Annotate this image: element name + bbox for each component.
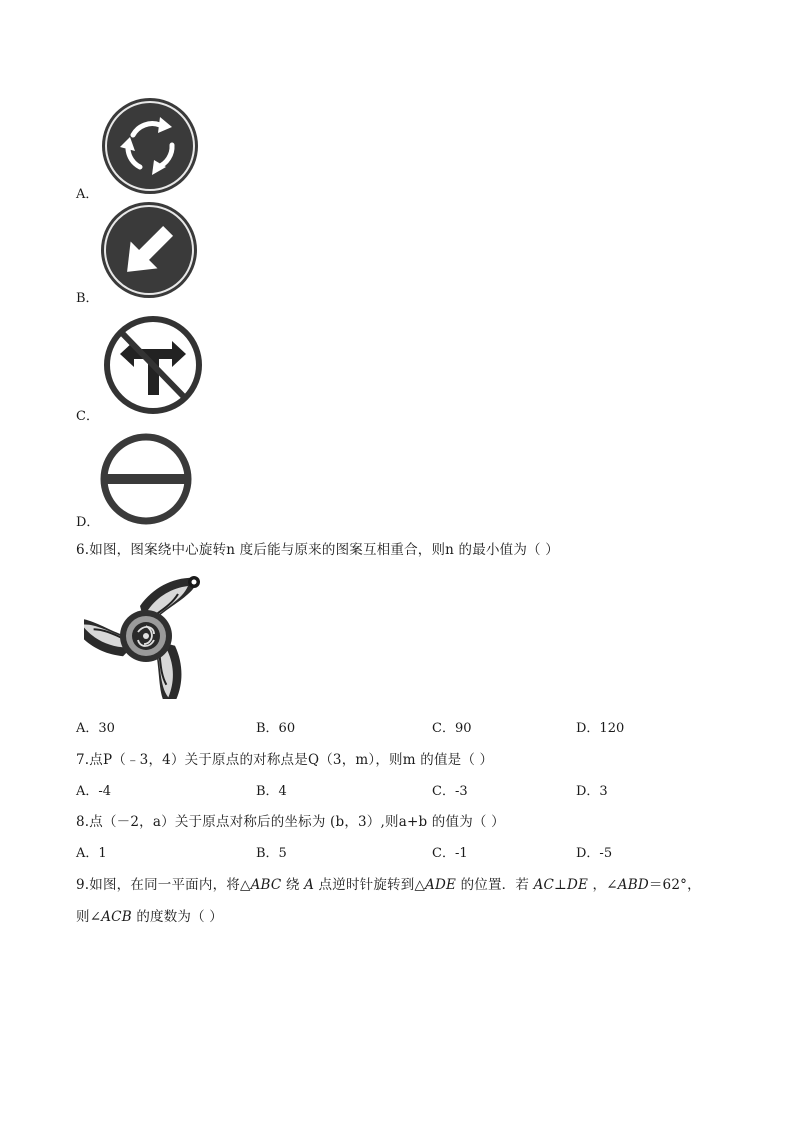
q7-answer-a: A．-4 — [76, 784, 112, 799]
q9-angle-abd: ∠ABD — [606, 877, 649, 893]
question-7-text: 7.点P（﹣3，4）关于原点的对称点是Q（3，m），则m 的值是（ ） — [76, 752, 494, 768]
q7-answer-c: C．-3 — [432, 784, 468, 799]
q6-answer-a: A．30 — [76, 721, 115, 736]
q9-line2-suffix: 的度数为（ ） — [131, 909, 224, 925]
q8-answer-d: D．-5 — [576, 846, 613, 861]
horizontal-bar-circle-sign-icon — [100, 433, 192, 525]
q8-answer-c: C．-1 — [432, 846, 468, 861]
q9-triangle-abc: △ABC — [239, 877, 282, 893]
q9-mid-4: ， — [588, 877, 607, 893]
q8-answer-b: B．5 — [256, 846, 287, 861]
option-label-a: A． — [76, 187, 99, 202]
question-6-text: 6.如图，图案绕中心旋转n 度后能与原来的图案互相重合，则n 的最小值为（ ） — [76, 542, 559, 558]
option-label-c: C． — [76, 409, 99, 424]
q8-answer-a: A．1 — [76, 846, 107, 861]
q6-answer-d: D．120 — [576, 721, 625, 736]
keep-left-arrow-sign-icon — [100, 201, 198, 299]
q9-prefix: 9.如图，在同一平面内，将 — [76, 877, 240, 893]
q6-answer-b: B．60 — [256, 721, 296, 736]
q9-point-a: A — [304, 877, 315, 893]
q6-answer-c: C．90 — [432, 721, 472, 736]
q9-mid-1: 绕 — [281, 877, 305, 893]
q9-equals: ＝62°， — [648, 877, 701, 893]
q9-triangle-ade: △ADE — [414, 877, 457, 893]
q9-line2-prefix: 则 — [76, 909, 90, 925]
q9-angle-acb: ∠ACB — [89, 909, 132, 925]
question-8-text: 8.点（－2，a）关于原点对称后的坐标为 (b，3）,则a+b 的值为（ ） — [76, 814, 505, 830]
q9-mid-2: 点逆时针旋转到 — [314, 877, 415, 893]
q9-perpendicular: AC⊥DE — [533, 877, 589, 893]
option-label-b: B． — [76, 291, 99, 306]
question-9-line-1 — [76, 873, 701, 893]
roundabout-sign-icon — [100, 97, 200, 195]
q7-answer-b: B．4 — [256, 784, 287, 799]
q9-mid-3: 的位置．若 — [456, 877, 534, 893]
option-label-d: D． — [76, 515, 100, 530]
no-turn-sign-icon — [102, 315, 204, 415]
question-9-line-2 — [76, 905, 223, 925]
q7-answer-d: D．3 — [576, 784, 608, 799]
rotational-ornament-icon — [84, 573, 208, 699]
